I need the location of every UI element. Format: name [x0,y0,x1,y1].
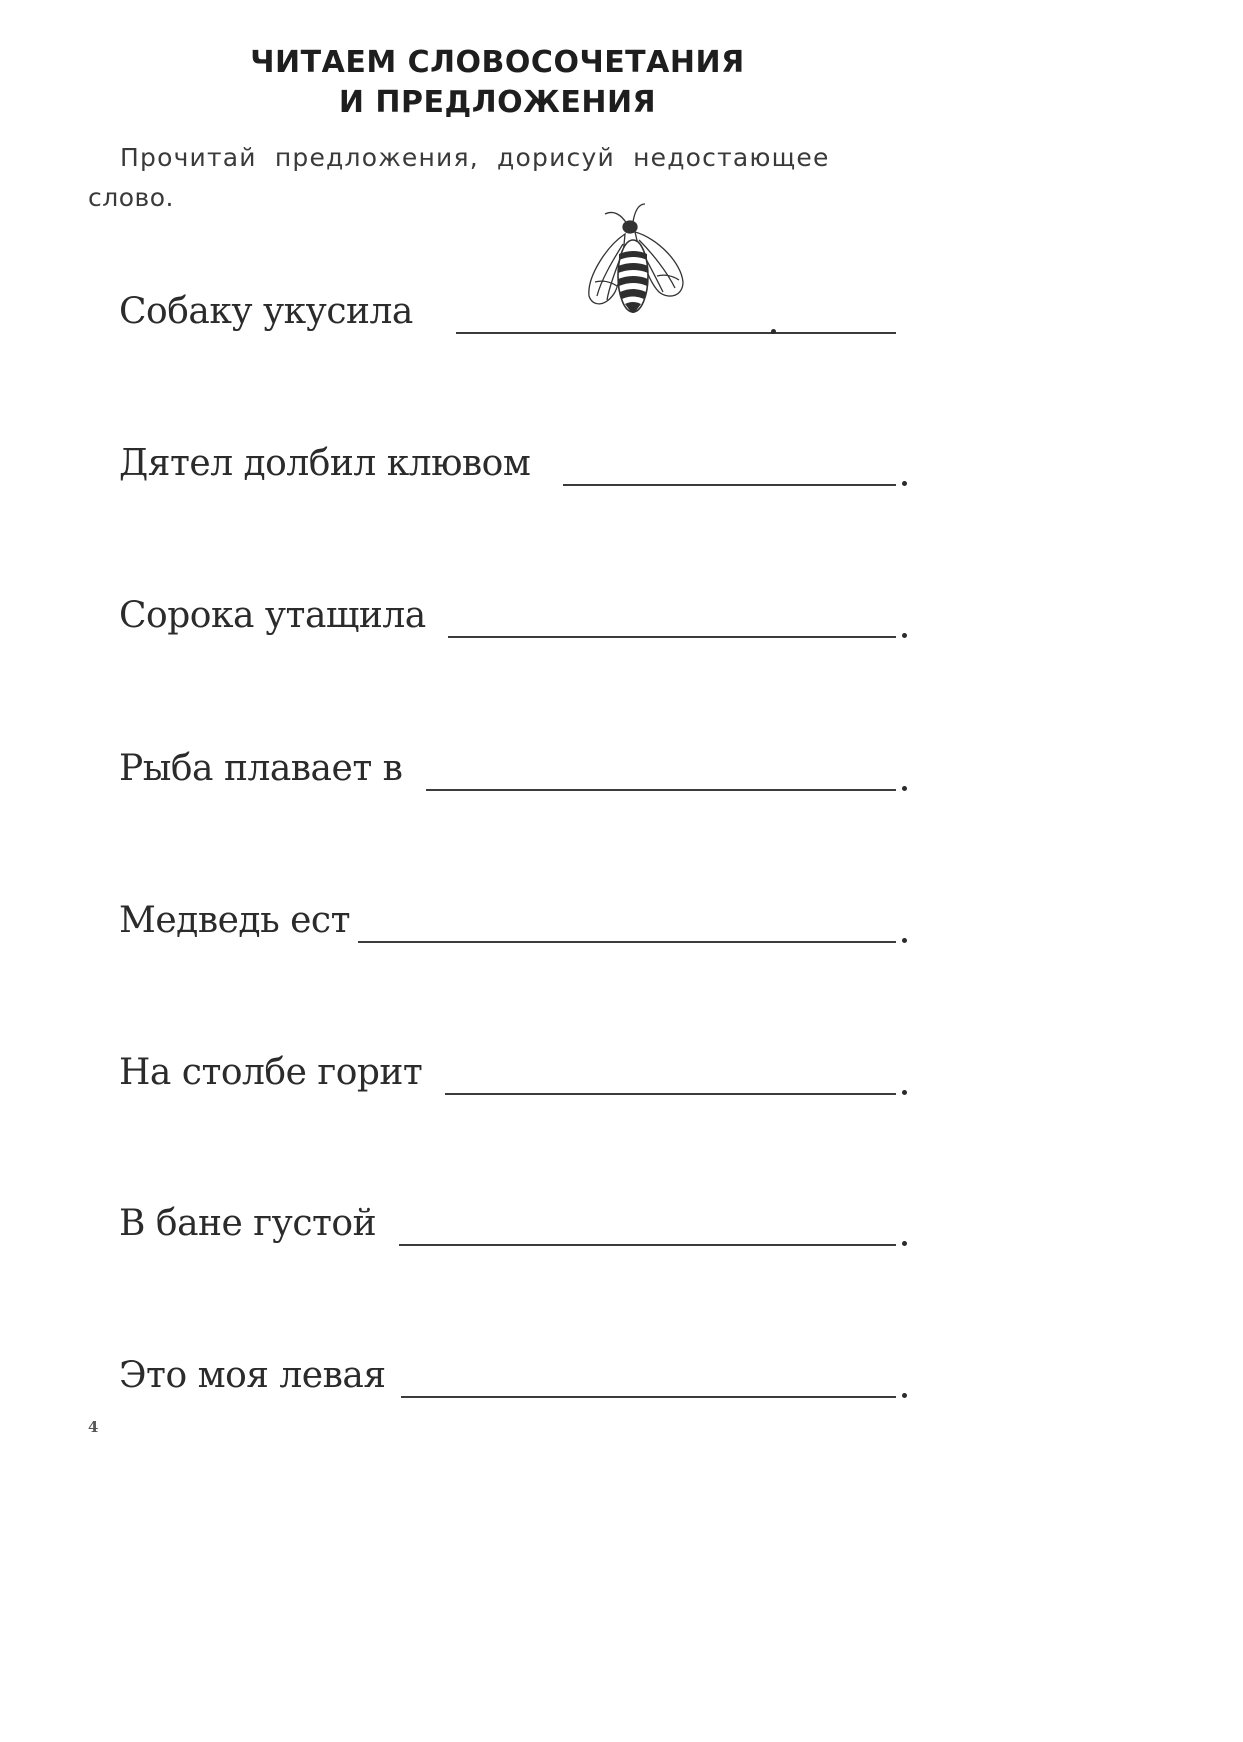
sentence-row [119,741,919,797]
sentence-text: В бане густой [119,1203,377,1244]
sentence-text: Дятел долбил клювом [119,443,531,484]
sentence-period [902,1393,907,1398]
page-title-line1: ЧИТАЕМ СЛОВОСОЧЕТАНИЯ [250,45,745,80]
answer-blank[interactable] [399,1244,896,1246]
answer-blank[interactable] [358,941,896,943]
page-number: 4 [88,1418,99,1436]
sentence-text: Это моя левая [119,1355,386,1396]
sentence-text: Сорока утащила [119,595,426,636]
sentence-period [771,329,776,334]
sentence-period [902,1241,907,1246]
answer-blank[interactable] [426,789,896,791]
answer-blank[interactable] [445,1093,896,1095]
answer-blank[interactable] [563,484,896,486]
sentence-row [119,1348,919,1404]
sentence-text: Собаку укусила [119,291,413,332]
sentence-row [119,893,919,949]
sentence-row [119,1196,919,1252]
sentence-text: Рыба плавает в [119,748,403,789]
sentence-period [902,786,907,791]
page-title-line2: И ПРЕДЛОЖЕНИЯ [338,85,657,120]
sentence-period [902,938,907,943]
sentence-text: Медведь ест [119,900,350,941]
answer-blank[interactable] [448,636,896,638]
sentence-period [902,633,907,638]
answer-blank[interactable] [456,332,896,334]
instruction-line2: слово. [88,183,174,212]
sentence-period [902,481,907,486]
sentence-row [119,284,919,340]
sentence-period [902,1090,907,1095]
sentence-row [119,1045,919,1101]
sentence-text: На столбе горит [119,1052,423,1093]
instruction-line1: Прочитай предложения, дорисуй недостающее [120,143,830,172]
sentence-row [119,588,919,644]
sentence-row [119,436,919,492]
answer-blank[interactable] [401,1396,896,1398]
